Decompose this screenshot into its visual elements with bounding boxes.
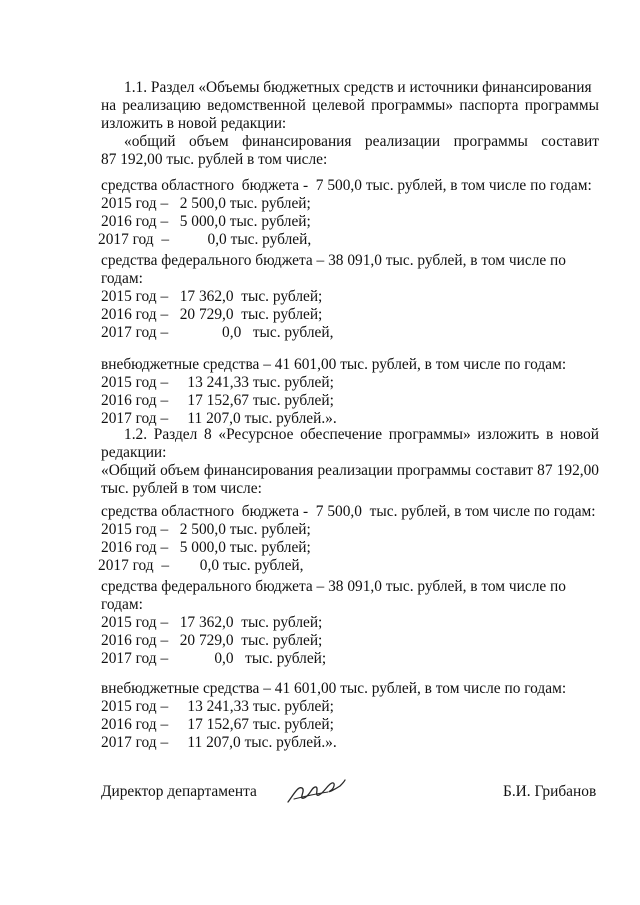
regional-2016: 2016 год – 5 000,0 тыс. рублей;	[101, 213, 311, 230]
federal-budget-heading: средства федерального бюджета – 38 091,0 тыс. рублей, в том числе по	[101, 252, 566, 269]
regional-budget-heading: средства областного бюджета - 7 500,0 тыс. рублей, в том числе по годам:	[101, 177, 592, 194]
section-1-2-line-3: «Общий объем финансирования реализации программы составит 87 192,00	[101, 462, 599, 479]
signatory-position: Директор департамента	[101, 783, 257, 800]
extra-2017: 2017 год – 11 207,0 тыс. рублей.».	[101, 410, 337, 427]
section-1-2-line-4: тыс. рублей в том числе:	[101, 480, 262, 497]
section-1-2-line-2: редакции:	[101, 444, 167, 461]
federal-2016: 2016 год – 20 729,0 тыс. рублей;	[101, 306, 323, 323]
signatory-name: Б.И. Грибанов	[503, 783, 597, 800]
federal-budget-heading-cont: годам:	[101, 270, 143, 287]
extra-budget-heading: внебюджетные средства – 41 601,00 тыс. рублей, в том числе по годам:	[101, 356, 567, 373]
section-1-1-line-5: 87 192,00 тыс. рублей в том числе:	[101, 151, 328, 168]
section-1-2-line-1: 1.2. Раздел 8 «Ресурсное обеспечение программы» изложить в новой	[124, 426, 599, 443]
section-1-1-line-1: 1.1. Раздел «Объемы бюджетных средств и источники финансирования	[124, 79, 592, 96]
extra-budget-heading-2: внебюджетные средства – 41 601,00 тыс. рублей, в том числе по годам:	[101, 680, 567, 697]
handwritten-signature	[284, 772, 348, 808]
federal-2017: 2017 год – 0,0 тыс. рублей,	[101, 324, 334, 341]
extra-2016: 2016 год – 17 152,67 тыс. рублей;	[101, 392, 334, 409]
federal-budget-heading-2: средства федерального бюджета – 38 091,0 тыс. рублей, в том числе по	[101, 578, 566, 595]
federal-budget-heading-cont-2: годам:	[101, 596, 143, 613]
regional-2017: 2017 год – 0,0 тыс. рублей,	[98, 231, 312, 248]
regional-2015: 2015 год – 2 500,0 тыс. рублей;	[101, 195, 311, 212]
federal-2015: 2015 год – 17 362,0 тыс. рублей;	[101, 288, 323, 305]
regional-budget-heading-2: средства областного бюджета - 7 500,0 тыс. рублей, в том числе по годам:	[101, 503, 596, 520]
section-1-1-line-4: «общий объем финансирования реализации программы составит	[124, 133, 599, 150]
extra-2016-2: 2016 год – 17 152,67 тыс. рублей;	[101, 716, 334, 733]
extra-2015: 2015 год – 13 241,33 тыс. рублей;	[101, 374, 334, 391]
extra-2015-2: 2015 год – 13 241,33 тыс. рублей;	[101, 698, 334, 715]
regional-2015-2: 2015 год – 2 500,0 тыс. рублей;	[101, 521, 311, 538]
section-1-1-line-3: изложить в новой редакции:	[101, 115, 287, 132]
extra-2017-2: 2017 год – 11 207,0 тыс. рублей.».	[101, 734, 337, 751]
regional-2017-2: 2017 год – 0,0 тыс. рублей,	[98, 557, 304, 574]
regional-2016-2: 2016 год – 5 000,0 тыс. рублей;	[101, 539, 311, 556]
federal-2016-2: 2016 год – 20 729,0 тыс. рублей;	[101, 632, 323, 649]
section-1-1-line-2: на реализацию ведомственной целевой программы» паспорта программы	[101, 97, 599, 114]
federal-2015-2: 2015 год – 17 362,0 тыс. рублей;	[101, 614, 323, 631]
federal-2017-2: 2017 год – 0,0 тыс. рублей;	[101, 650, 327, 667]
